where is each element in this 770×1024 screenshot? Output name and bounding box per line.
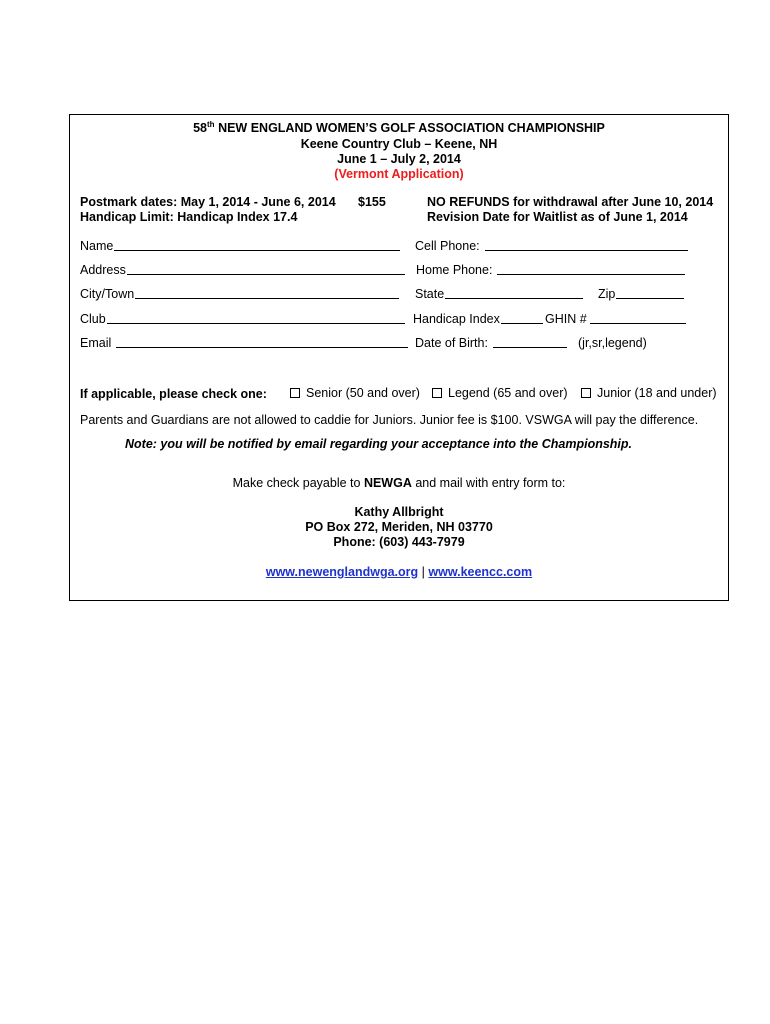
- category-prompt-text: If applicable, please check one:: [80, 387, 267, 401]
- home-phone-field[interactable]: [416, 263, 685, 277]
- address-label: Address: [80, 263, 126, 277]
- address-line[interactable]: [127, 273, 405, 275]
- payee: NEWGA: [363, 476, 412, 490]
- home-phone-line[interactable]: [497, 273, 685, 275]
- handicap-index-line[interactable]: [501, 322, 543, 324]
- notification-note: Note: you will be notified by email regarding your acceptance into the Championship.: [125, 437, 633, 451]
- cell-phone-label: Cell Phone:: [415, 239, 480, 253]
- name-field[interactable]: [80, 239, 400, 253]
- contact-phone: Phone: (603) 443-7979: [333, 535, 465, 549]
- dates: June 1 – July 2, 2014: [337, 152, 461, 166]
- zip-field[interactable]: [598, 287, 684, 301]
- ghin-label: GHIN #: [545, 312, 587, 326]
- email-field[interactable]: [80, 336, 408, 350]
- link-separator: |: [421, 565, 425, 579]
- links-row: [70, 565, 728, 579]
- state-line[interactable]: [445, 297, 583, 299]
- state-field[interactable]: [415, 287, 583, 301]
- name-line[interactable]: [114, 249, 400, 251]
- entry-fee: $155: [358, 195, 386, 209]
- junior-note: Parents and Guardians are not allowed to caddie for Juniors. Junior fee is $100. VSWGA will pay the difference.: [80, 413, 699, 427]
- junior-checkbox[interactable]: [581, 388, 591, 398]
- instruction-before: Make check payable to: [232, 476, 364, 490]
- date-of-birth-field[interactable]: [415, 336, 567, 350]
- zip-label: Zip: [598, 287, 616, 301]
- date-of-birth-label: Date of Birth:: [415, 336, 488, 350]
- senior-option-label: Senior (50 and over): [306, 386, 420, 400]
- application-type: (Vermont Application): [334, 167, 464, 181]
- handicap-limit: Handicap Limit: Handicap Index 17.4: [80, 210, 298, 224]
- dob-note: (jr,sr,legend): [578, 336, 647, 350]
- category-prompt: [80, 387, 267, 401]
- mailing-instruction: [70, 476, 728, 490]
- contact-name: Kathy Allbright: [354, 505, 444, 519]
- entry-form: [69, 114, 729, 601]
- name-label: Name: [80, 239, 114, 253]
- address-field[interactable]: [80, 263, 405, 277]
- state-label: State: [415, 287, 445, 301]
- no-refunds-notice: NO REFUNDS for withdrawal after June 10, 2014: [427, 195, 714, 209]
- keenecc-link[interactable]: www.keencc.com: [428, 565, 533, 579]
- city-line[interactable]: [135, 297, 399, 299]
- city-label: City/Town: [80, 287, 135, 301]
- date-of-birth-line[interactable]: [493, 346, 567, 348]
- title-text: NEW ENGLAND WOMEN’S GOLF ASSOCIATION CHAMPIONSHIP: [218, 121, 605, 135]
- revision-date: Revision Date for Waitlist as of June 1, 2014: [427, 210, 688, 224]
- instruction-after: and mail with entry form to:: [411, 476, 566, 490]
- senior-option[interactable]: [290, 386, 420, 400]
- legend-option[interactable]: [432, 386, 568, 400]
- email-label: Email: [80, 336, 112, 350]
- zip-line[interactable]: [616, 297, 684, 299]
- junior-option-label: Junior (18 and under): [597, 386, 717, 400]
- newgwa-link[interactable]: www.newenglandwga.org: [265, 565, 419, 579]
- club-label: Club: [80, 312, 106, 326]
- club-line[interactable]: [107, 322, 405, 324]
- cell-phone-field[interactable]: [415, 239, 688, 253]
- club-field[interactable]: [80, 312, 405, 326]
- ghin-line[interactable]: [590, 322, 686, 324]
- championship-title: [70, 121, 728, 135]
- city-field[interactable]: [80, 287, 399, 301]
- cell-phone-line[interactable]: [485, 249, 688, 251]
- email-line[interactable]: [116, 346, 408, 348]
- edition-suffix: th: [207, 120, 215, 129]
- home-phone-label: Home Phone:: [416, 263, 493, 277]
- edition-number: 58: [193, 121, 208, 135]
- handicap-index-field[interactable]: [413, 312, 543, 326]
- legend-option-label: Legend (65 and over): [448, 386, 568, 400]
- mailing-address: PO Box 272, Meriden, NH 03770: [305, 520, 493, 534]
- handicap-index-label: Handicap Index: [413, 312, 500, 326]
- junior-option[interactable]: [581, 386, 717, 400]
- legend-checkbox[interactable]: [432, 388, 442, 398]
- postmark-dates: Postmark dates: May 1, 2014 - June 6, 2014: [80, 195, 336, 209]
- ghin-field[interactable]: [545, 312, 686, 326]
- senior-checkbox[interactable]: [290, 388, 300, 398]
- venue: Keene Country Club – Keene, NH: [300, 137, 498, 151]
